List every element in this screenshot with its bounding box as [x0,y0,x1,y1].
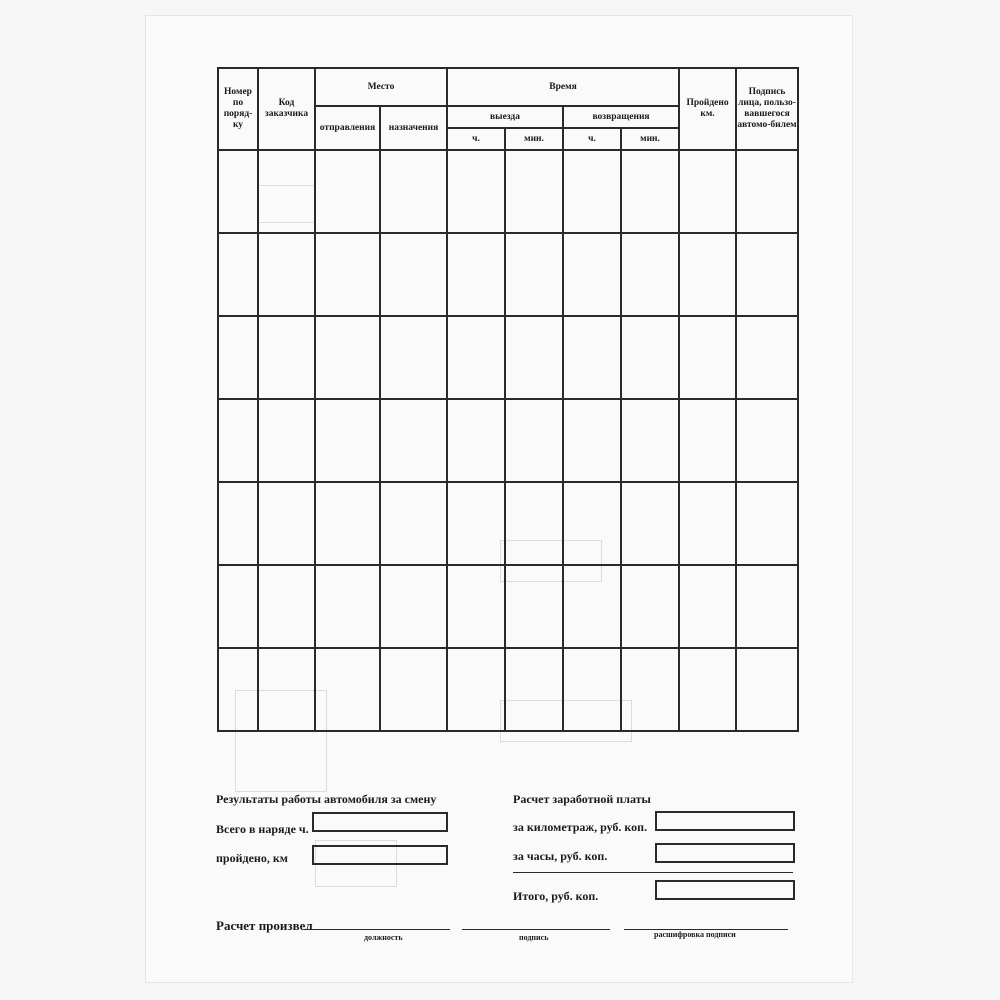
salary-title: Расчет заработной платы [513,792,651,806]
table-cell[interactable] [258,233,315,316]
table-cell[interactable] [258,648,315,731]
header-destination: назначения [380,106,447,150]
table-cell[interactable] [380,316,447,399]
table-cell[interactable] [505,316,563,399]
table-cell[interactable] [505,233,563,316]
table-cell[interactable] [621,150,679,233]
table-cell[interactable] [447,399,505,482]
table-cell[interactable] [679,399,736,482]
position-caption: должность [364,933,403,942]
table-cell[interactable] [315,399,380,482]
table-cell[interactable] [736,150,798,233]
trip-log-table [217,67,799,732]
table-cell[interactable] [505,399,563,482]
signature-line[interactable] [462,929,610,930]
header-departure: отправления [315,106,380,150]
header-exit-minutes: мин. [505,128,563,150]
table-row [218,482,798,565]
table-cell[interactable] [736,399,798,482]
table-cell[interactable] [505,150,563,233]
table-cell[interactable] [563,233,621,316]
table-cell[interactable] [736,482,798,565]
header-row-number: Номер по поряд-ку [218,68,258,150]
table-cell[interactable] [505,648,563,731]
table-cell[interactable] [218,399,258,482]
table-cell[interactable] [679,150,736,233]
header-distance: Пройдено км. [679,68,736,150]
table-cell[interactable] [447,648,505,731]
calculated-by-label: Расчет произвел [216,918,313,933]
table-cell[interactable] [447,482,505,565]
header-exit: выезда [447,106,563,128]
table-cell[interactable] [258,399,315,482]
total-label: Итого, руб. коп. [513,889,599,903]
distance-field[interactable] [312,845,448,865]
header-return: возвращения [563,106,679,128]
table-cell[interactable] [380,482,447,565]
table-cell[interactable] [258,565,315,648]
total-field[interactable] [655,880,795,900]
table-row [218,316,798,399]
table-cell[interactable] [447,316,505,399]
table-cell[interactable] [621,316,679,399]
table-cell[interactable] [218,565,258,648]
table-cell[interactable] [218,648,258,731]
table-cell[interactable] [218,150,258,233]
table-cell[interactable] [736,565,798,648]
table-cell[interactable] [505,565,563,648]
table-cell[interactable] [447,150,505,233]
table-cell[interactable] [563,150,621,233]
table-cell[interactable] [563,565,621,648]
table-cell[interactable] [621,565,679,648]
table-cell[interactable] [315,316,380,399]
table-row [218,150,798,233]
table-cell[interactable] [679,565,736,648]
table-cell[interactable] [315,482,380,565]
table-cell[interactable] [621,233,679,316]
table-cell[interactable] [315,150,380,233]
signature-decode-caption: расшифровка подписи [654,930,736,939]
table-cell[interactable] [679,648,736,731]
table-cell[interactable] [736,316,798,399]
table-row [218,233,798,316]
header-time: Время [447,68,679,106]
table-cell[interactable] [447,233,505,316]
table-cell[interactable] [679,482,736,565]
table-cell[interactable] [736,233,798,316]
table-cell[interactable] [736,648,798,731]
results-title: Результаты работы автомобиля за смену [216,792,437,806]
per-hour-field[interactable] [655,843,795,863]
table-row [218,648,798,731]
distance-label: пройдено, км [216,851,288,865]
signature-caption: подпись [519,933,549,942]
table-cell[interactable] [679,316,736,399]
table-cell[interactable] [258,316,315,399]
table-cell[interactable] [563,648,621,731]
table-cell[interactable] [563,482,621,565]
header-return-hours: ч. [563,128,621,150]
table-cell[interactable] [380,648,447,731]
table-cell[interactable] [218,233,258,316]
position-line[interactable] [304,929,450,930]
table-cell[interactable] [380,150,447,233]
total-hours-field[interactable] [312,812,448,832]
table-cell[interactable] [621,399,679,482]
per-km-label: за километраж, руб. коп. [513,820,648,834]
header-customer-code: Код заказчика [258,68,315,150]
table-cell[interactable] [315,233,380,316]
table-cell[interactable] [315,648,380,731]
table-cell[interactable] [218,316,258,399]
per-km-field[interactable] [655,811,795,831]
table-cell[interactable] [621,648,679,731]
header-return-minutes: мин. [621,128,679,150]
table-cell[interactable] [621,482,679,565]
table-cell[interactable] [218,482,258,565]
table-cell[interactable] [380,565,447,648]
table-cell[interactable] [447,565,505,648]
table-row [218,565,798,648]
table-cell[interactable] [258,482,315,565]
salary-separator [513,872,793,873]
table-cell[interactable] [563,316,621,399]
table-row [218,399,798,482]
header-signature: Подпись лица, пользо-вавшегося автомо-билем [736,68,798,150]
header-place: Место [315,68,447,106]
per-hour-label: за часы, руб. коп. [513,849,608,863]
table-cell[interactable] [258,150,315,233]
table-cell[interactable] [563,399,621,482]
table-cell[interactable] [315,565,380,648]
header-exit-hours: ч. [447,128,505,150]
table-cell[interactable] [380,399,447,482]
table-cell[interactable] [380,233,447,316]
table-cell[interactable] [679,233,736,316]
total-hours-label: Всего в наряде ч. [216,822,309,836]
table-cell[interactable] [505,482,563,565]
